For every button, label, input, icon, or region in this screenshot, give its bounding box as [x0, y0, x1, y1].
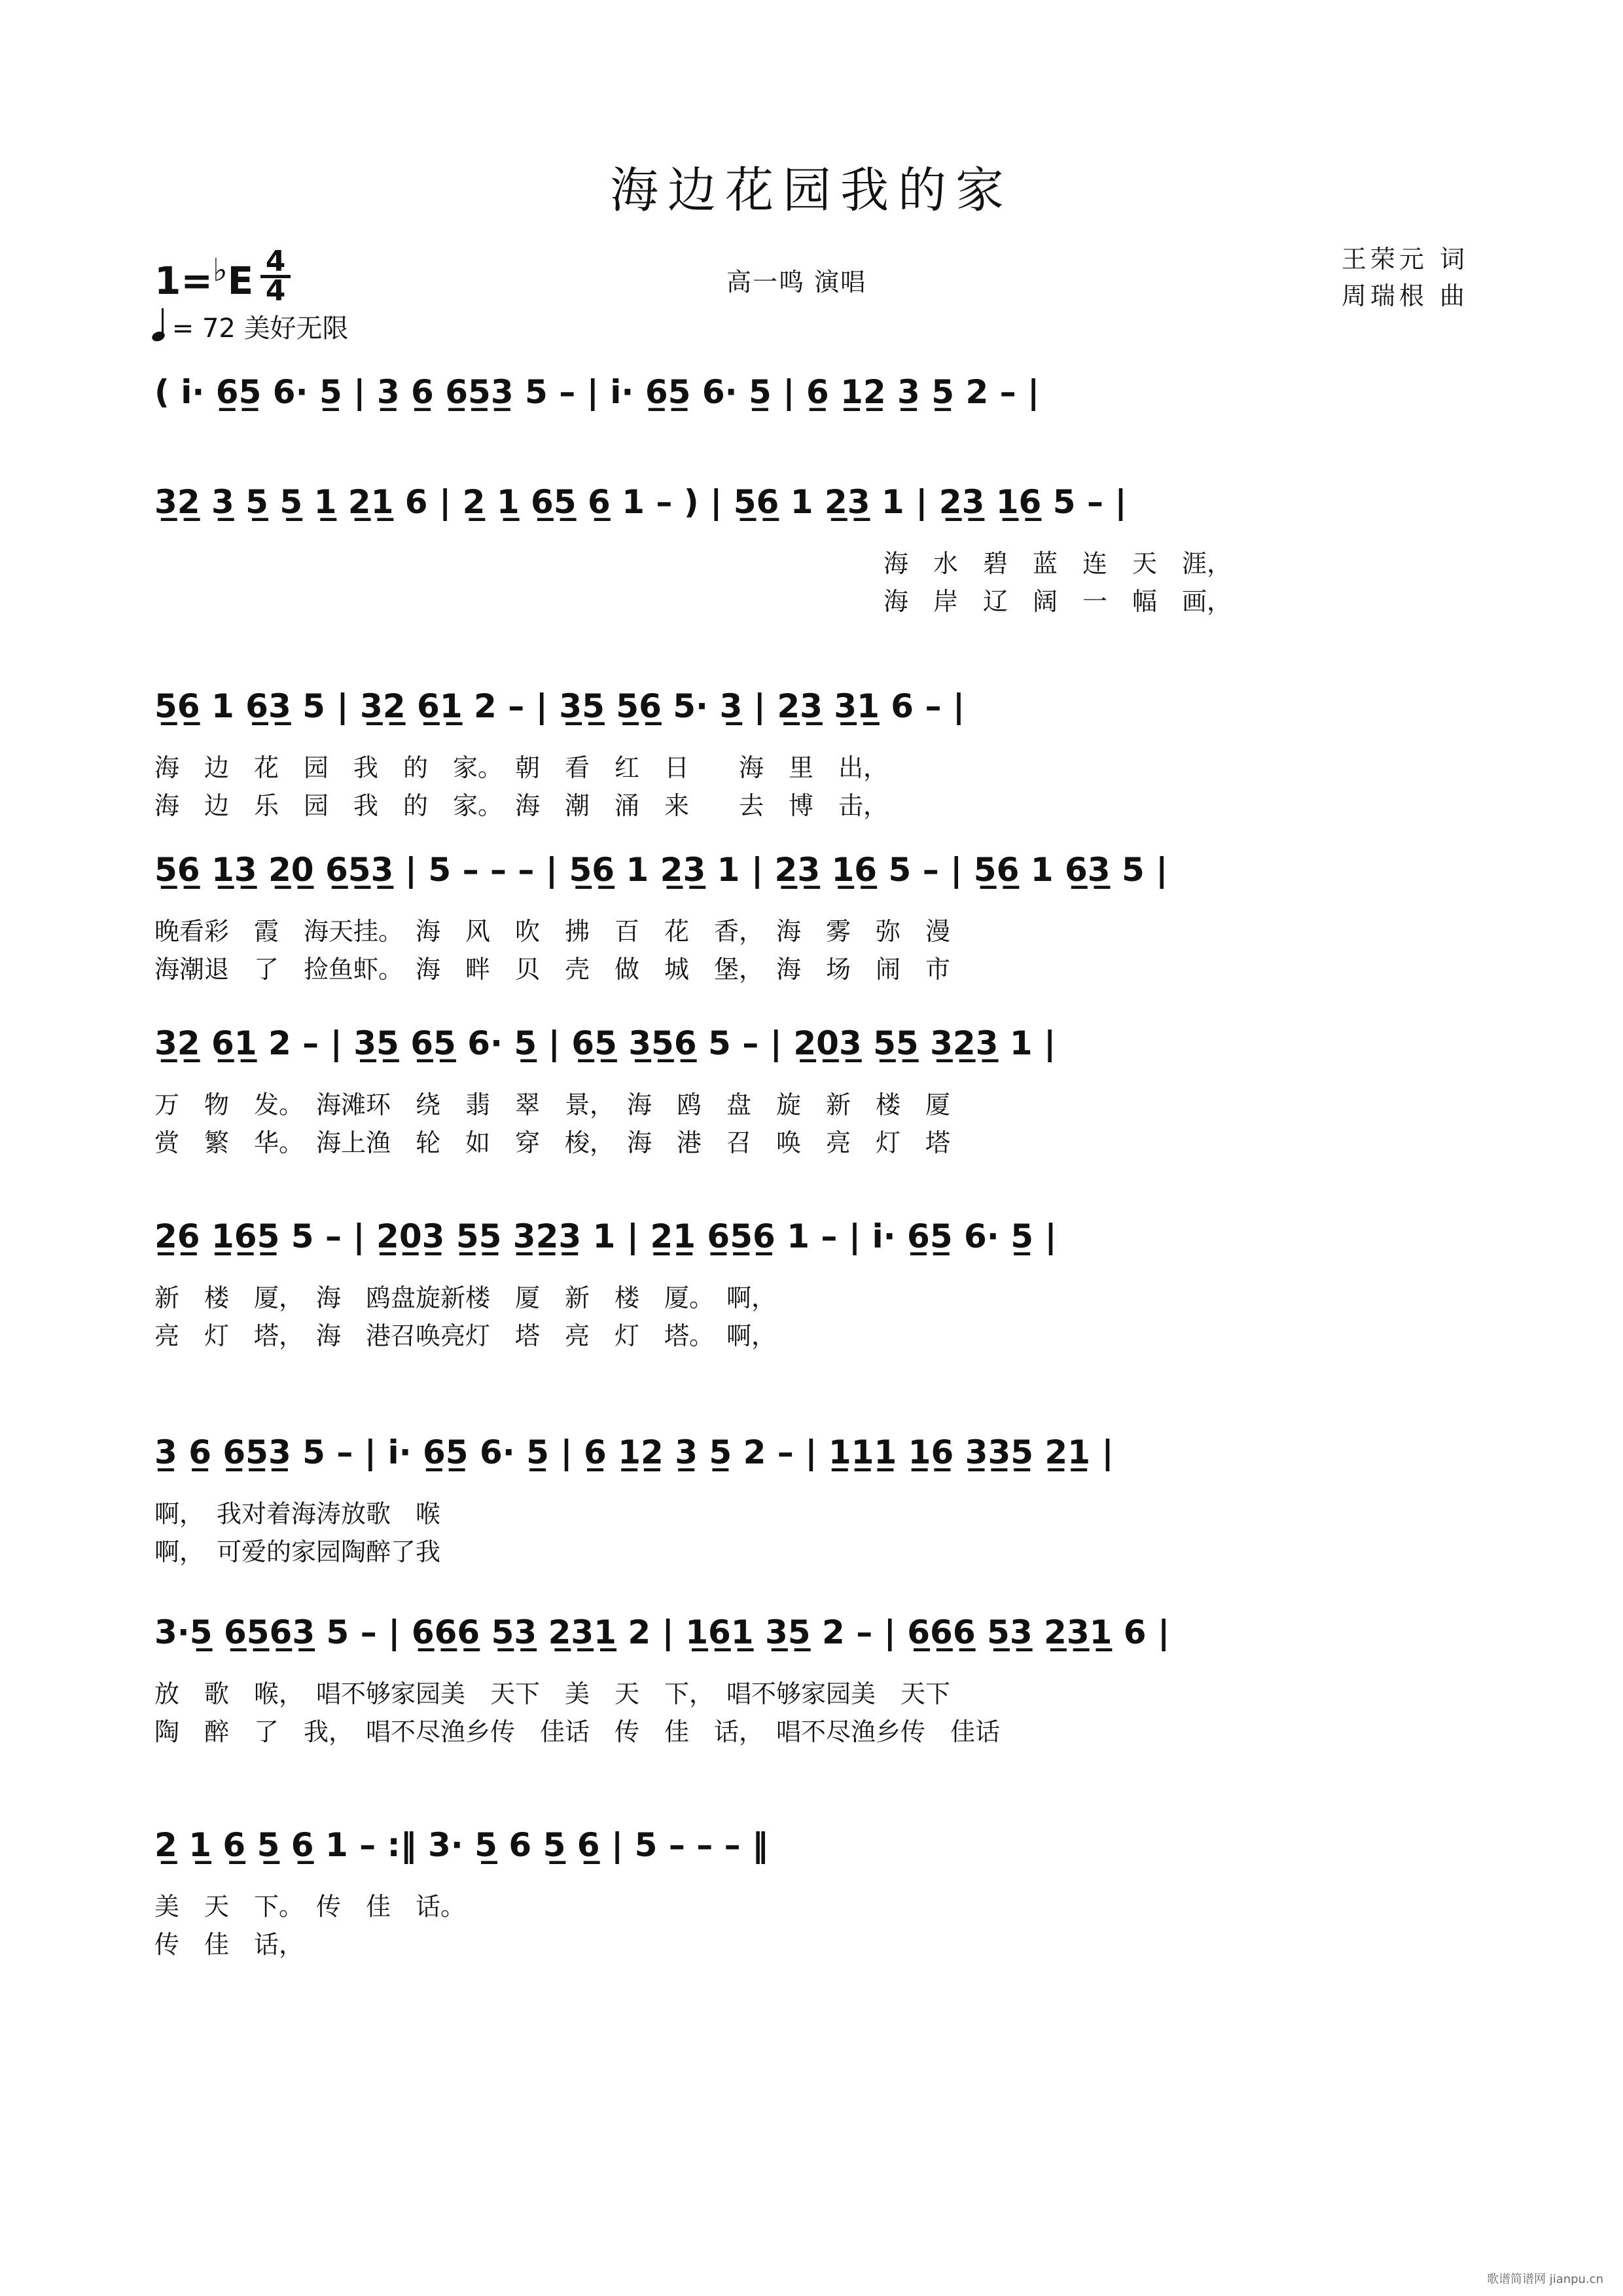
lyric-line: 海 边 乐 园 我 的 家。 海 潮 涌 来 去 博 击，	[154, 791, 889, 820]
flat-symbol: ♭	[212, 252, 228, 289]
key-prefix: 1=	[154, 259, 213, 303]
notation-line: 3̲ 6̲ 6̲5̲3̲ 5 – | i· 6̲5̲ 6· 5̲ | 6̲ 1̲2̲ 3̲ 5̲ 2 – | 1̲1̲1̲ 1̲6̲ 3̲3̲5̲ 2̲1̲ |	[154, 1433, 1114, 1471]
watermark: 歌谱简谱网 jianpu.cn	[1486, 2272, 1603, 2286]
lyric-line: 海 岸 辽 阔 一 幅 画，	[883, 587, 1232, 616]
lyric-line: 亮 灯 塔， 海 港召唤亮灯 塔 亮 灯 塔。 啊，	[154, 1321, 777, 1350]
lyric-line: 晚看彩 霞 海天挂。 海 风 吹 拂 百 花 香， 海 雾 弥 漫	[154, 917, 951, 946]
lyric-line: 啊， 可爱的家园陶醉了我	[154, 1537, 441, 1566]
lyric-line: 新 楼 厦， 海 鸥盘旋新楼 厦 新 楼 厦。 啊，	[154, 1283, 777, 1312]
performer: 高一鸣 演唱	[726, 268, 867, 296]
lyric-line: 海 边 花 园 我 的 家。 朝 看 红 日 海 里 出，	[154, 753, 889, 782]
quarter-note-icon	[151, 330, 166, 343]
lyric-line: 万 物 发。 海滩环 绕 翡 翠 景， 海 鸥 盘 旋 新 楼 厦	[154, 1090, 951, 1119]
notation-line: 3·5̲ 6̲5̲6̲3̲ 5 – | 6̲6̲6̲ 5̲3̲ 2̲3̲1̲ 2 | 1̲6̲1̲ 3̲5̲ 2 – | 6̲6̲6̲ 5̲3̲ 2̲3̲1̲ 6 |	[154, 1613, 1170, 1651]
notation-line: 3̲2̲ 3̲ 5̲ 5̲ 1̲ 2̲1̲ 6 | 2̲ 1̲ 6̲5̲ 6̲ 1 – ) | 5̲6̲ 1 2̲3̲ 1 | 2̲3̲ 1̲6̲ 5 – |	[154, 483, 1127, 521]
notation-line: 3̲2̲ 6̲1̲ 2 – | 3̲5̲ 6̲5̲ 6· 5̲ | 6̲5̲ 3̲5̲6̲ 5 – | 2̲0̲3̲ 5̲5̲ 3̲2̲3̲ 1 |	[154, 1024, 1056, 1062]
credits	[1342, 241, 1469, 314]
notation-line: ( i· 6̲5̲ 6· 5̲ | 3̲ 6̲ 6̲5̲3̲ 5 – | i· 6̲5̲ 6· 5̲ | 6̲ 1̲2̲ 3̲ 5̲ 2 – |	[154, 373, 1040, 411]
tempo-text: = 72 美好无限	[171, 314, 349, 344]
lyric-line: 啊， 我对着海涛放歌 喉	[154, 1499, 441, 1528]
lyric-line: 海 水 碧 蓝 连 天 涯，	[883, 549, 1232, 578]
notation-line: 5̲6̲ 1̲3̲ 2̲0̲ 6̲5̲3̲ | 5 – – – | 5̲6̲ 1 2̲3̲ 1 | 2̲3̲ 1̲6̲ 5 – | 5̲6̲ 1 6̲3̲ 5 |	[154, 851, 1168, 889]
composer: 周瑞根 曲	[1341, 281, 1469, 310]
notation-line: 2̲ 1̲ 6̲ 5̲ 6̲ 1 – :‖ 3· 5̲ 6 5̲ 6̲ | 5 – – – ‖	[154, 1826, 769, 1864]
lyric-line: 美 天 下。 传 佳 话。	[154, 1892, 466, 1921]
key-signature	[154, 252, 253, 303]
notation-line: 2̲6̲ 1̲6̲5̲ 5 – | 2̲0̲3̲ 5̲5̲ 3̲2̲3̲ 1 | 2̲1̲ 6̲5̲6̲ 1 – | i· 6̲5̲ 6· 5̲ |	[154, 1217, 1057, 1255]
notation-line: 5̲6̲ 1 6̲3̲ 5 | 3̲2̲ 6̲1̲ 2 – | 3̲5̲ 5̲6̲ 5· 3̲ | 2̲3̲ 3̲1̲ 6 – |	[154, 687, 965, 725]
key-note: E	[227, 259, 254, 303]
lyric-line: 海潮退 了 捡鱼虾。 海 畔 贝 壳 做 城 堡， 海 场 闹 市	[154, 955, 951, 984]
lyric-line: 放 歌 喉， 唱不够家园美 天下 美 天 下， 唱不够家园美 天下	[154, 1679, 951, 1708]
time-bottom: 4	[260, 275, 291, 304]
lyricist: 王荣元 词	[1341, 245, 1469, 274]
time-signature	[260, 245, 291, 308]
song-title: 海边花园我的家	[610, 162, 1013, 219]
lyric-line: 传 佳 话，	[154, 1930, 304, 1959]
lyric-line: 陶 醉 了 我， 唱不尽渔乡传 佳话 传 佳 话， 唱不尽渔乡传 佳话	[154, 1717, 1001, 1746]
time-top: 4	[265, 245, 286, 278]
lyric-line: 赏 繁 华。 海上渔 轮 如 穿 梭， 海 港 召 唤 亮 灯 塔	[154, 1128, 951, 1157]
tempo-marking	[152, 308, 349, 345]
